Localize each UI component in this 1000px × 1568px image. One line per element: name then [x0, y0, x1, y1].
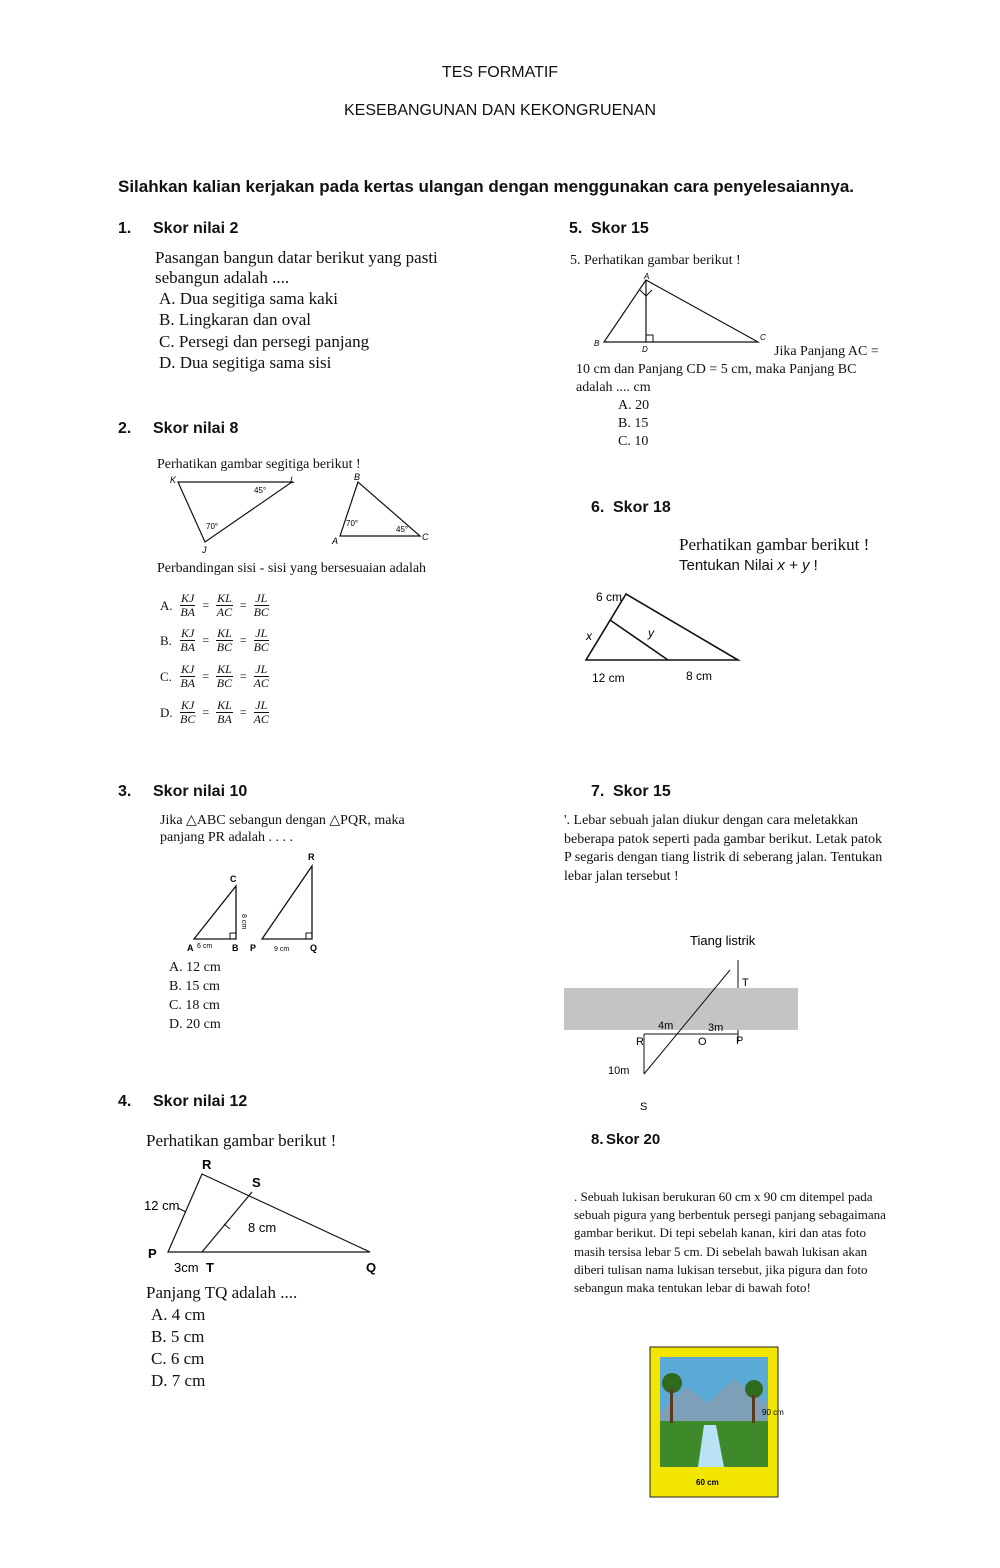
- q5-number: 5.: [569, 220, 583, 237]
- q4-option-b: B. 5 cm: [151, 1327, 205, 1346]
- q2-option-b: B. $\frac{KJ}{BA}$ = $\frac{KL}{BC}$ = $\frac{JL}{BC}$: [160, 626, 269, 654]
- q5-text2: 10 cm dan Panjang CD = 5 cm, maka Panjang BC: [576, 362, 857, 377]
- q1-option-a: A. Dua segitiga sama kaki: [159, 289, 338, 308]
- frac-num: JL: [255, 591, 268, 605]
- angle-70-left: 70°: [206, 522, 219, 531]
- label-s: S: [640, 1101, 648, 1113]
- q8-heading: Skor 20: [606, 1131, 661, 1148]
- label-x: x: [586, 629, 592, 643]
- label-r: R: [308, 852, 315, 862]
- q3-option-b: B. 15 cm: [169, 979, 220, 994]
- q4-question: Panjang TQ adalah ....: [146, 1283, 298, 1302]
- q2-prompt: Perhatikan gambar segitiga berikut !: [157, 457, 361, 472]
- q3-text-line2: panjang PR adalah . . . .: [160, 830, 293, 845]
- label-y: y: [648, 626, 654, 640]
- frac-num: KJ: [181, 662, 195, 676]
- segment-inner: [610, 620, 668, 660]
- frac-num: KJ: [181, 626, 195, 640]
- label-ts: 8 cm: [248, 1220, 277, 1235]
- label-top: 6 cm: [596, 590, 623, 604]
- q4-option-a: A. 4 cm: [151, 1305, 206, 1324]
- label-p: P: [736, 1035, 744, 1047]
- label-p: P: [250, 943, 257, 953]
- option-label: B.: [160, 632, 172, 648]
- q1-option-c: C. Persegi dan persegi panjang: [159, 332, 370, 351]
- q4-option-c: C. 6 cm: [151, 1349, 205, 1368]
- frac-den: BA: [180, 676, 195, 690]
- q2-triangles-figure: [150, 472, 460, 560]
- q3-option-a: A. 12 cm: [169, 960, 221, 975]
- label-l: L: [290, 475, 296, 485]
- frac-num: KJ: [181, 591, 195, 605]
- q4-prompt: Perhatikan gambar berikut !: [146, 1131, 337, 1150]
- q2-option-d: D. $\frac{KJ}{BC}$ = $\frac{KL}{BA}$ = $\frac{JL}{AC}$: [160, 698, 269, 726]
- frac-num: KL: [217, 591, 232, 605]
- q5-option-c: C. 10: [618, 434, 649, 449]
- label-s: S: [252, 1175, 261, 1190]
- frac-num: KL: [217, 626, 232, 640]
- label-bottom-right: 8 cm: [686, 669, 713, 683]
- label-b: B: [594, 339, 600, 348]
- label-k: K: [170, 475, 177, 485]
- right-angle-marker: [646, 335, 653, 342]
- option-label: D.: [160, 704, 173, 720]
- q2-option-c: C. $\frac{KJ}{BA}$ = $\frac{KL}{BC}$ = $\frac{JL}{AC}$: [160, 662, 269, 690]
- q6-task-math: x + y: [777, 557, 810, 574]
- q5-heading: Skor 15: [591, 220, 649, 237]
- q6-task: [679, 557, 818, 574]
- frac-num: KL: [217, 662, 232, 676]
- label-c: C: [230, 874, 237, 884]
- angle-45-right: 45°: [396, 525, 409, 534]
- label-t: T: [742, 977, 749, 989]
- frac-den: BC: [180, 712, 196, 726]
- q4-number: 4.: [118, 1093, 132, 1110]
- q7-road-figure: [560, 926, 800, 1118]
- instruction: Silahkan kalian kerjakan pada kertas ulangan dengan menggunakan cara penyelesaiannya.: [118, 177, 855, 196]
- q6-number: 6.: [591, 499, 605, 516]
- right-angle-marker: [230, 933, 236, 939]
- frac-den: BA: [180, 640, 195, 654]
- q3-number: 3.: [118, 783, 132, 800]
- q2-number: 2.: [118, 420, 132, 437]
- triangle-abc: [194, 886, 236, 939]
- frac-den: BC: [253, 605, 269, 619]
- triangle-jkl: [178, 482, 292, 542]
- q6-task-text: Tentukan Nilai: [679, 557, 778, 574]
- q5-option-b: B. 15: [618, 416, 649, 431]
- q3-option-d: D. 20 cm: [169, 1017, 221, 1032]
- q5-text3: adalah .... cm: [576, 380, 651, 395]
- q7-text: '. Lebar sebuah jalan diukur dengan cara meletakkan beberapa patok seperti pada gambar berikut. Letak patok P segaris dengan tiang listrik di seberang jalan. Tentukan lebar jalan tersebut !: [564, 813, 883, 884]
- q1-number: 1.: [118, 220, 132, 237]
- tree-trunk: [752, 1395, 755, 1423]
- frac-den: BA: [180, 605, 195, 619]
- right-angle-marker: [306, 933, 312, 939]
- label-bc: 8 cm: [240, 914, 247, 930]
- label-r: R: [636, 1036, 644, 1048]
- doc-subtitle: KESEBANGUNAN DAN KEKONGRUENAN: [343, 102, 657, 119]
- label-pr: 12 cm: [144, 1198, 180, 1213]
- q5-prompt: 5. Perhatikan gambar berikut !: [570, 253, 741, 268]
- label-o: O: [698, 1036, 707, 1048]
- frac-num: JL: [255, 698, 268, 712]
- q1-heading: Skor nilai 2: [153, 220, 239, 237]
- label-b: B: [232, 943, 239, 953]
- q5-option-a: A. 20: [618, 398, 650, 413]
- q5-triangle-figure: [590, 272, 770, 360]
- label-pq: 9 cm: [274, 946, 290, 953]
- label-ro: 4m: [658, 1020, 674, 1032]
- frac-den: AC: [253, 676, 269, 690]
- angle-45-left: 45°: [254, 486, 267, 495]
- option-label: C.: [160, 668, 172, 684]
- label-tiang: Tiang listrik: [690, 933, 756, 948]
- label-ab: 6 cm: [197, 943, 213, 950]
- q6-task-end: !: [809, 557, 818, 574]
- segment-ts: [202, 1192, 252, 1252]
- q8-number: 8.: [591, 1131, 604, 1148]
- q7-number: 7.: [591, 783, 605, 800]
- angle-70-right: 70°: [346, 519, 359, 528]
- frac-den: AC: [216, 605, 233, 619]
- label-width: 60 cm: [696, 1478, 719, 1487]
- frac-den: BC: [253, 640, 269, 654]
- frac-den: AC: [253, 712, 269, 726]
- q3-heading: Skor nilai 10: [153, 783, 248, 800]
- label-a: A: [644, 272, 650, 281]
- label-b: B: [354, 472, 361, 482]
- triangle-abc: [604, 280, 758, 342]
- q2-question: Perbandingan sisi - sisi yang bersesuaian adalah: [157, 561, 427, 576]
- q1-text-line1: Pasangan bangun datar berikut yang pasti: [155, 248, 438, 267]
- q3-triangles-figure: [180, 846, 330, 956]
- label-a: A: [332, 536, 339, 546]
- q7-heading: Skor 15: [613, 783, 671, 800]
- q2-option-a: A. $\frac{KJ}{BA}$ = $\frac{KL}{AC}$ = $\frac{JL}{BC}$: [160, 591, 269, 619]
- q3-option-c: C. 18 cm: [169, 998, 220, 1013]
- parallel-marker: [224, 1224, 230, 1229]
- tree-trunk: [670, 1389, 673, 1423]
- label-bottom-left: 12 cm: [592, 671, 625, 685]
- label-a: A: [187, 943, 194, 953]
- frac-num: JL: [255, 626, 268, 640]
- label-pt: 3cm: [174, 1260, 199, 1275]
- q6-triangle-figure: [580, 582, 750, 690]
- q4-triangle-figure: [140, 1152, 390, 1278]
- label-height: 90 cm: [762, 1408, 784, 1417]
- label-q: Q: [310, 943, 318, 953]
- q8-painting-figure: [646, 1343, 796, 1503]
- q4-heading: Skor nilai 12: [153, 1093, 248, 1110]
- label-r: R: [202, 1157, 212, 1172]
- label-c: C: [760, 333, 766, 342]
- q4-option-d: D. 7 cm: [151, 1371, 206, 1390]
- triangle-pqr: [262, 866, 312, 939]
- frac-num: KL: [217, 698, 232, 712]
- frac-den: BC: [216, 676, 233, 690]
- label-op: 3m: [708, 1022, 724, 1034]
- label-q: Q: [366, 1260, 377, 1275]
- doc-title: TES FORMATIF: [441, 64, 559, 81]
- q3-text-line1: Jika △ABC sebangun dengan △PQR, maka: [160, 813, 405, 828]
- q8-text: . Sebuah lukisan berukuran 60 cm x 90 cm ditempel pada sebuah pigura yang berbentuk persegi panjang sebagaimana gambar berikut. Di tepi sebelah kanan, kiri dan atas foto masih tersisa lebar 5 cm. Di sebelah bawah lukisan akan diberi tulisan nama lukisan tersebut, jika pigura dan foto sebangun maka tentukan lebar di bawah foto!: [574, 1189, 886, 1296]
- triangle-pqr: [168, 1174, 370, 1252]
- frac-den: BA: [217, 712, 232, 726]
- q6-heading: Skor 18: [613, 499, 671, 516]
- q1-option-d: D. Dua segitiga sama sisi: [159, 353, 332, 372]
- label-t: T: [206, 1260, 214, 1275]
- frac-num: JL: [255, 662, 268, 676]
- q2-heading: Skor nilai 8: [153, 420, 239, 437]
- option-label: A.: [160, 597, 173, 613]
- label-j: J: [202, 545, 207, 555]
- frac-num: KJ: [181, 698, 195, 712]
- q1-option-b: B. Lingkaran dan oval: [159, 310, 312, 329]
- label-d: D: [642, 345, 648, 354]
- q6-prompt: Perhatikan gambar berikut !: [679, 535, 870, 554]
- frac-den: BC: [216, 640, 233, 654]
- q1-text-line2: sebangun adalah ....: [155, 268, 290, 287]
- label-c: C: [422, 532, 429, 542]
- road: [564, 988, 798, 1030]
- label-p: P: [148, 1246, 157, 1261]
- label-rs: 10m: [608, 1065, 630, 1077]
- q5-text1: Jika Panjang AC =: [774, 344, 879, 359]
